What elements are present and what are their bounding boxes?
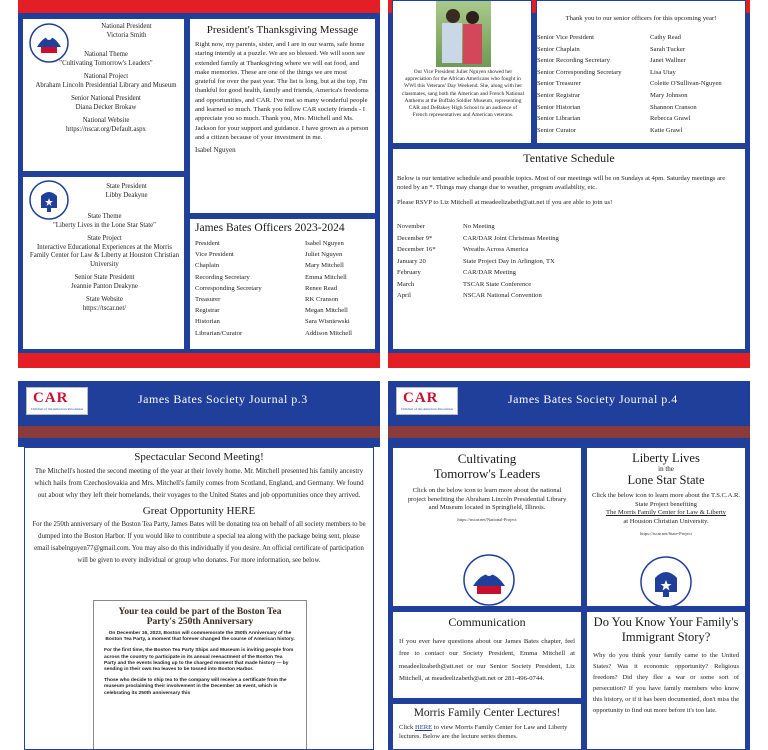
senior-officer-row-value: Rebecca Grawl: [650, 115, 691, 123]
national-president-name: Victoria Smith: [106, 31, 147, 39]
immigrant-title: Do You Know Your Family's Immigrant Story?: [593, 615, 739, 644]
vice-president-photo: [436, 1, 491, 67]
page-2: [388, 0, 750, 368]
senior-officer-row: [537, 67, 739, 79]
senior-officer-row-label: Senior Chaplain: [537, 45, 580, 53]
officer-row-label: Vice President: [195, 251, 234, 259]
officer-row-value: Addison Mitchell: [305, 329, 352, 337]
lectures-here-link[interactable]: HERE: [414, 724, 433, 731]
state-president-label: State President: [106, 183, 147, 190]
officer-row-value: Renee Read: [305, 284, 338, 292]
schedule-list: [393, 207, 745, 302]
schedule-row: [397, 279, 741, 291]
senior-officer-row-value: Sarah Tucker: [650, 45, 685, 53]
schedule-row: [397, 256, 741, 268]
schedule-intro: Below is our tentative schedule and possible topics. Most of our meetings will be on Sundays at 4pm. Saturday meetings are noted by an *. Things may change due to weather, program availability, etc.: [397, 175, 726, 191]
national-president-label: National President: [101, 23, 152, 30]
journal-header: [388, 381, 750, 417]
senior-state-president: Jeannie Panton Deakyne: [71, 282, 138, 290]
senior-officer-row-label: Senior Registrar: [537, 91, 581, 99]
national-project-icon[interactable]: [463, 554, 515, 606]
flyer-title-line2: Party's 250th Anniversary: [146, 617, 254, 627]
communication-box: [392, 611, 582, 699]
officer-row: [195, 283, 367, 294]
schedule-row-value: TSCAR State Conference: [463, 280, 532, 288]
officer-row-label: Chaplain: [195, 262, 220, 270]
message-body: Right now, my parents, sister, and I are in our warm, safe home staring intently at a puzzle. We are so blessed. We will soon see extended family at Thanksgiving where we will eat food, and make memories. These are one of the things we are most grateful for over the past year. The list is long, but at the top, I'm thankful for good health, family and friends, America's freedoms and opportunities, and CAR. I've met so many wonderful people and learned so much. Thank you fellow CAR society friends - I appreciate you so much. Thank you, Mrs. Mitchell and Ms. Jackson for your support and guidance. I have grown as a person and a citizen because of your investment in me.: [195, 41, 369, 141]
schedule-row-label: December 9*: [397, 234, 433, 242]
national-project-label: National Project: [83, 73, 129, 80]
schedule-row-value: CAR/DAR Joint Christmas Meeting: [463, 234, 559, 242]
state-website-label: State Website: [86, 296, 123, 303]
officer-row-value: Isabel Nguyen: [305, 240, 344, 247]
schedule-row-label: December 16*: [397, 246, 436, 253]
officer-row: [195, 305, 367, 316]
flyer-paragraph-2: For the first time, the Boston Tea Party Ships and Museum is inviting people from across the country to participate in its annual reenactment of the Boston Tea Party and the events leading up to the charged moment that made history — by sending in their own tea leaves to be tossed into Boston Harbor.: [104, 648, 294, 673]
top-red-bar: [18, 0, 380, 13]
caption-box: [392, 0, 532, 144]
national-website-link[interactable]: https://nscar.org/Default.aspx: [66, 125, 146, 133]
schedule-row-value: Wreaths Across America: [463, 246, 529, 253]
schedule-rsvp: Please RSVP to Liz Mitchell at meadeelizabeth@att.net if you are able to join us!: [397, 199, 613, 206]
officer-row-label: Corresponding Secretary: [195, 284, 262, 292]
schedule-row-value: No Meeting: [463, 223, 495, 230]
tea-party-flyer: [93, 600, 307, 750]
senior-officer-row-value: Lisa Utay: [650, 68, 676, 76]
senior-officer-row-label: Senior Librarian: [537, 115, 581, 123]
immigrant-body: Why do you think your family came to the United States? Was it economic opportunity? Religious freedom? Did they flee a war or some sort of persecution? If you have family members who know this history, or if it has been documented, don't miss the opportunity to find out more before it's too late.: [593, 652, 739, 714]
journal-page-title: James Bates Society Journal p.3: [138, 392, 308, 406]
senior-officer-row-value: Shannon Cranson: [650, 103, 697, 111]
officer-row-value: Juliet Nguyen: [305, 251, 343, 259]
state-box-title-3: Lone Star State: [627, 473, 705, 487]
officer-row-value: Megan Mitchell: [305, 307, 348, 315]
officer-row-value: Sara Wisniewski: [305, 318, 350, 326]
senior-officer-row: [537, 113, 739, 125]
national-theme: "Cultivating Tomorrow's Leaders": [59, 59, 153, 67]
officer-row-label: Registrar: [195, 307, 220, 315]
schedule-row-label: January 20: [397, 257, 426, 265]
senior-officer-row: [537, 125, 739, 137]
bottom-red-bar: [388, 353, 750, 368]
schedule-row: [397, 244, 741, 256]
journal-header: [18, 381, 380, 417]
senior-officer-row-label: Senior Historian: [537, 103, 581, 111]
officer-row-value: Mary Mitchell: [305, 262, 344, 270]
senior-officer-row-label: Senior Treasurer: [537, 80, 581, 88]
lectures-body-post: to view Morris Family Center for Law and Liberty lectures. Below are the lecture series themes.: [399, 724, 568, 740]
page-1: [18, 0, 380, 368]
senior-state-president-label: Senior State President: [74, 274, 135, 281]
state-project-icon[interactable]: [640, 556, 692, 607]
meeting-body: The Mitchell's hosted the second meeting of the year at their lovely home. Mr. Mitchell presented his family ancestry which hails from Czechoslovakia and Mrs. Mitchell's family comes from Scotland, England, and Germany. We found out about why they left their homelands, their voyages to the United States and job opportunities once they arrived.: [34, 467, 364, 499]
national-project-link[interactable]: https://nscar.net/National-Project: [457, 516, 517, 522]
car-logo: CAR Children of the American Revolution: [396, 387, 458, 415]
senior-officer-row-value: Mary Johnson: [650, 91, 688, 99]
schedule-row: [397, 267, 741, 279]
schedule-row-label: March: [397, 280, 415, 288]
meeting-title: Spectacular Second Meeting!: [134, 451, 264, 463]
state-box-body-1: Click the below icon to learn more about the T.S.C.A.R. State Project benefiting: [591, 492, 741, 508]
schedule-row-label: April: [397, 292, 411, 299]
officer-row-label: Historian: [195, 318, 220, 326]
officers-box: [189, 218, 376, 350]
state-project-label: State Project: [87, 235, 122, 242]
national-theme-label: National Theme: [84, 51, 128, 58]
flyer-paragraph-3: Those who decide to ship tea to the company will receive a certificate from the museum proclaiming their involvement in the December 16 event, which is celebrating its 250th anniversary this: [104, 678, 287, 696]
maroon-stripe: [388, 426, 750, 438]
schedule-row: [397, 221, 741, 233]
senior-officers-box: [536, 0, 746, 144]
senior-officer-row: [537, 44, 739, 56]
journal-page-title: James Bates Society Journal p.4: [508, 392, 678, 406]
opportunity-body: For the 250th anniversary of the Boston Tea Party, James Bates will be donating tea on behalf of all society members to be dumped into the Boston Harbor. If you would like to contribute a special tea along with the package being sent, please email isabelnguyen77@gmail.com. You may also do this individually if you desire. An official certificate of participation will be given to every individual or group who donates. For more information, see below.: [32, 521, 366, 564]
schedule-box: [392, 148, 746, 350]
senior-officer-row-label: Senior Vice President: [537, 34, 594, 41]
officer-row: [195, 272, 367, 283]
bottom-red-bar: [18, 353, 380, 368]
national-project-box: [392, 447, 582, 607]
officers-list: [190, 238, 375, 339]
state-website-link[interactable]: https://tscar.net/: [82, 304, 127, 312]
message-title: President's Thanksgiving Message: [206, 24, 359, 36]
national-info-box: [22, 18, 185, 172]
flyer-paragraph-1: On December 16, 2023, Boston will commemorate the 250th Anniversary of the Boston Tea Party, a moment that forever changed the course of American history.: [105, 631, 295, 643]
senior-officer-row-label: Senior Corresponding Secretary: [537, 68, 622, 76]
page-4: [388, 381, 750, 750]
communication-body: If you ever have questions about our James Bates chapter, feel free to contact our Society President, Emma Mitchell at meadeelizabeth@att.net or our Senior Society President, Liz Mitchell, at meadeelizabeth@att.net or 281-496-0744.: [399, 638, 575, 683]
thanksgiving-message-box: [189, 18, 376, 214]
senior-officer-row: [537, 102, 739, 114]
senior-national-president: Diana Decker Brokaw: [75, 103, 137, 111]
schedule-row-value: State Project Day in Arlington, TX: [463, 257, 555, 265]
schedule-row: [397, 233, 741, 245]
officer-row-value: RK Cranson: [305, 296, 339, 304]
schedule-row-label: February: [397, 269, 421, 276]
communication-title: Communication: [448, 615, 526, 629]
state-theme: "Liberty Lives in the Lone Star State": [53, 221, 156, 229]
opportunity-title: Great Opportunity HERE: [142, 505, 256, 517]
senior-officers-intro: Thank you to our senior officers for this upcoming year!: [565, 15, 717, 22]
state-project-box: [586, 447, 746, 607]
immigrant-story-box: [586, 611, 746, 750]
national-box-title-2: Tomorrow's Leaders: [433, 466, 541, 481]
schedule-row-value: CAR/DAR Meeting: [463, 269, 516, 276]
officer-row-label: President: [195, 240, 220, 247]
officer-row-value: Emma Mitchell: [305, 273, 347, 281]
national-project: Abraham Lincoln Presidential Library and Museum: [35, 81, 177, 89]
schedule-title: Tentative Schedule: [523, 151, 615, 165]
officer-row: [195, 316, 367, 327]
state-project-link[interactable]: https://tscar.net/State-Project: [640, 531, 692, 537]
officer-row: [195, 260, 367, 271]
photo-caption: Our Vice President Juliet Nguyen showed her appreciation for the African Americans who fought in WWI this Veterans' Day Weekend. She, along with her classmates, sang both the American and French National Anthems at the Buffalo Soldier Museum, representing CAR and DeBakey High School to an audience of French representatives and American veterans.: [401, 69, 525, 119]
senior-officer-row: [537, 78, 739, 90]
officer-row: [195, 328, 367, 339]
car-logo: CAR Children of the American Revolution: [26, 387, 88, 415]
senior-officer-row: [537, 32, 739, 44]
lectures-body-pre: Click: [399, 724, 415, 731]
national-box-title-1: Cultivating: [457, 451, 517, 466]
senior-officers-list: [537, 22, 745, 136]
senior-officer-row-value: Colette O'Sullivan-Nguyen: [650, 80, 722, 88]
lectures-title: Morris Family Center Lectures!: [413, 707, 561, 719]
officers-title: James Bates Officers 2023-2024: [195, 222, 345, 234]
senior-officer-row-label: Senior Curator: [537, 126, 577, 134]
state-box-body-3: at Houston Christian University.: [623, 517, 709, 525]
schedule-row: [397, 290, 741, 302]
officer-row: [195, 294, 367, 305]
officer-row-label: Librarian/Curator: [195, 329, 243, 337]
page-3: [18, 381, 380, 750]
officer-row: [195, 238, 367, 249]
senior-officer-row: [537, 55, 739, 67]
officer-row-label: Treasurer: [195, 296, 221, 304]
lectures-box: [392, 703, 582, 750]
senior-officer-row-label: Senior Recording Secretary: [537, 57, 610, 65]
officer-row: [195, 249, 367, 260]
state-project: Interactive Educational Experiences at the Morris Family Center for Law & Liberty at Houston Christian University: [29, 243, 180, 268]
senior-officer-row-value: Janet Wallner: [650, 57, 686, 65]
state-info-box: [22, 176, 185, 350]
senior-officer-row-value: Katie Grawl: [650, 126, 683, 134]
state-box-body-link[interactable]: The Morris Family Center for Law & Liberty: [606, 509, 726, 517]
message-signature: Isabel Nguyen: [195, 146, 236, 155]
state-theme-label: State Theme: [87, 213, 122, 220]
national-box-body: Click on the below icon to learn more about the national project benefiting the Abraham Lincoln Presidential Library and Museum located in Springfield, Illinois.: [407, 487, 567, 512]
senior-national-president-label: Senior National President: [71, 95, 141, 102]
flyer-title-line1: Your tea could be part of the Boston Tea: [118, 607, 282, 617]
state-box-title-2: in the: [658, 465, 674, 473]
state-box-title-1: Liberty Lives: [632, 451, 700, 465]
officer-row-label: Recording Secretary: [195, 273, 250, 281]
schedule-row-value: NSCAR National Convention: [463, 292, 542, 299]
schedule-row-label: November: [397, 223, 425, 230]
maroon-stripe: [18, 426, 380, 438]
senior-officer-row-value: Cathy Read: [650, 34, 681, 41]
state-president-name: Libby Deakyne: [105, 191, 148, 199]
content-box: [24, 447, 374, 750]
national-website-label: National Website: [82, 117, 130, 124]
senior-officer-row: [537, 90, 739, 102]
